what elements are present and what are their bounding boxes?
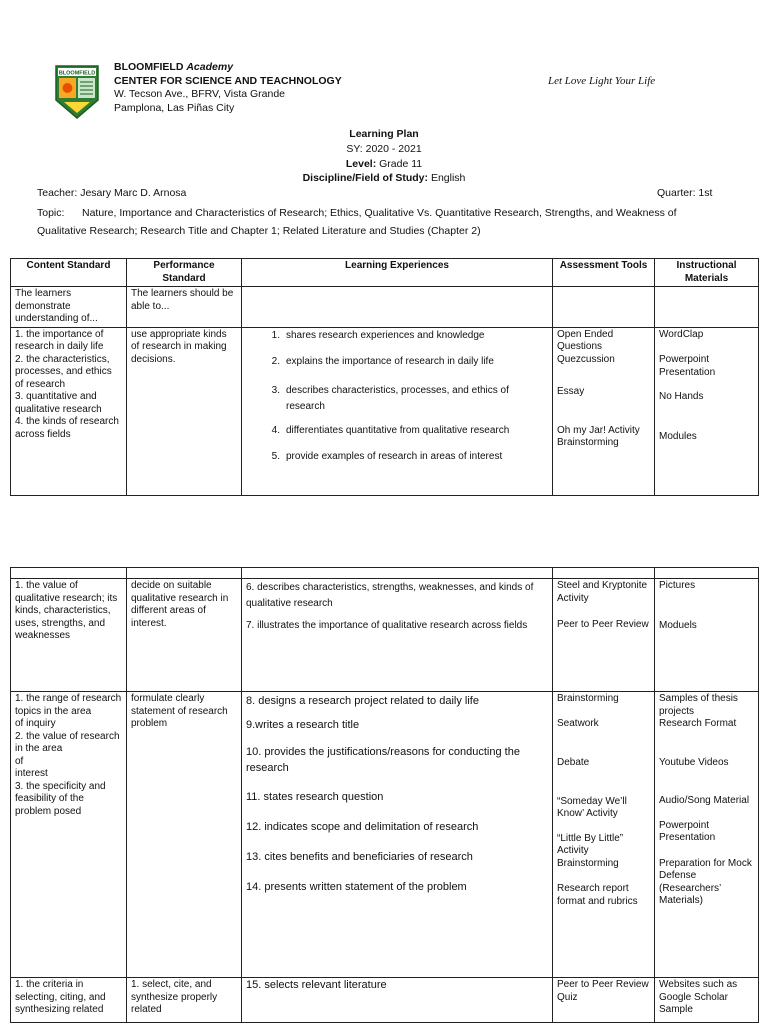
school-center: CENTER FOR SCIENCE AND TEACHNOLOGY bbox=[114, 74, 342, 87]
instructional-materials-cell: Samples of thesis projects Research Format Youtube Videos Audio/Song Material Powerpoint Presentation Preparation for Mock Defense (Researchers’ Materials) bbox=[655, 692, 759, 978]
performance-standard-cell: formulate clearly statement of research problem bbox=[127, 692, 242, 978]
list-item: 15. selects relevant literature bbox=[246, 979, 387, 991]
topic-line-2: Qualitative Research; Research Title and Chapter 1; Related Literature and Studies (Chapter 2) bbox=[37, 225, 481, 237]
discipline: Discipline/Field of Study: English bbox=[302, 172, 466, 184]
header-performance-standard: Performance Standard bbox=[127, 259, 242, 287]
assessment-tools-cell: Brainstorming Seatwork Debate “Someday We’ll Know’ Activity “Little By Little” Activity Brainstorming Research report format and rubrics bbox=[553, 692, 655, 978]
school-address-1: W. Tecson Ave., BFRV, Vista Grande bbox=[114, 88, 286, 100]
header-learning-experiences: Learning Experiences bbox=[242, 259, 553, 287]
list-item: 1. shares research experiences and knowledge bbox=[271, 329, 485, 341]
assessment-tools-cell: Open Ended Questions Quezcussion Essay Oh my Jar! Activity Brainstorming bbox=[553, 327, 655, 495]
assessment-tools-cell: Peer to Peer Review Quiz bbox=[553, 978, 655, 1023]
header-instructional-materials: Instructional Materials bbox=[655, 259, 759, 287]
header-content-standard: Content Standard bbox=[11, 259, 127, 287]
quarter: Quarter: 1st bbox=[657, 187, 713, 199]
teacher-name: Teacher: Jesary Marc D. Arnosa bbox=[37, 187, 187, 199]
learning-experiences-cell bbox=[242, 579, 553, 692]
performance-standard-cell: 1. select, cite, and synthesize properly related bbox=[127, 978, 242, 1023]
header-assessment-tools: Assessment Tools bbox=[553, 259, 655, 287]
list-item: 2. explains the importance of research in daily life bbox=[271, 356, 494, 367]
instructional-materials-cell: Pictures Moduels bbox=[655, 579, 759, 692]
list-item: 6. describes characteristics, strengths, weaknesses, and kinds of qualitative research bbox=[246, 582, 534, 609]
intro-content: The learners demonstrate understanding of... bbox=[11, 287, 127, 328]
school-motto: Let Love Light Your Life bbox=[548, 75, 656, 87]
instructional-materials-cell: Websites such as Google Scholar Sample bbox=[655, 978, 759, 1023]
table-header-row bbox=[11, 259, 759, 287]
topic-label: Topic: bbox=[37, 207, 65, 219]
learning-experiences-cell bbox=[242, 978, 553, 1023]
learning-plan-table-2 bbox=[10, 567, 759, 1023]
school-info bbox=[114, 61, 342, 115]
school-name-italic: Academy bbox=[186, 61, 234, 73]
school-logo bbox=[54, 64, 100, 120]
content-standard-cell: 1. the value of qualitative research; its kinds, characteristics, uses, strengths, and weaknesses bbox=[11, 579, 127, 692]
list-item: 3. describes characteristics, processes, and ethics of research bbox=[271, 384, 509, 412]
list-item: 4. differentiates quantitative from qualitative research bbox=[271, 424, 510, 436]
performance-standard-cell: decide on suitable qualitative research in different areas of interest. bbox=[127, 579, 242, 692]
instructional-materials-cell: WordClap Powerpoint Presentation No Hands Modules bbox=[655, 327, 759, 495]
table-row bbox=[11, 579, 759, 692]
learning-experiences-cell bbox=[242, 692, 553, 978]
doc-title: Learning Plan bbox=[349, 128, 419, 140]
list-item: 11. states research question bbox=[246, 791, 384, 803]
table-row bbox=[11, 287, 759, 328]
table-row bbox=[11, 978, 759, 1023]
list-item: 8. designs a research project related to daily life bbox=[246, 695, 479, 707]
content-standard-cell: 1. the range of research topics in the area of inquiry 2. the value of research in the area of interest 3. the specificity and feasibility of the problem posed bbox=[11, 692, 127, 978]
grade-level: Level: Grade 11 bbox=[345, 158, 423, 170]
intro-performance: The learners should be able to... bbox=[127, 287, 242, 328]
school-name: BLOOMFIELD bbox=[114, 61, 184, 73]
content-standard-cell: 1. the criteria in selecting, citing, and synthesizing related bbox=[11, 978, 127, 1023]
school-year: SY: 2020 - 2021 bbox=[346, 143, 422, 155]
learning-experiences-cell bbox=[242, 327, 553, 495]
assessment-tools-cell: Steel and Kryptonite Activity Peer to Peer Review bbox=[553, 579, 655, 692]
list-item: 9.writes a research title bbox=[246, 719, 360, 731]
school-address-2: Pamplona, Las Piñas City bbox=[114, 101, 235, 114]
performance-standard-cell: use appropriate kinds of research in making decisions. bbox=[127, 327, 242, 495]
logo-text: BLOOMFIELD bbox=[58, 70, 96, 77]
list-item: 12. indicates scope and delimitation of research bbox=[246, 821, 479, 833]
topic-line-1: Nature, Importance and Characteristics of Research; Ethics, Qualitative Vs. Quantitative Research, Strengths, and Weakness of bbox=[82, 207, 677, 219]
list-item: 5. provide examples of research in areas of interest bbox=[271, 451, 503, 462]
learning-plan-table-1 bbox=[10, 258, 759, 496]
content-standard-cell: 1. the importance of research in daily life 2. the characteristics, processes, and ethics of research 3. quantitative and qualitative research 4. the kinds of research across fields bbox=[11, 327, 127, 495]
table-row bbox=[11, 327, 759, 495]
table-row bbox=[11, 568, 759, 579]
list-item: 13. cites benefits and beneficiaries of research bbox=[246, 851, 473, 863]
list-item: 7. illustrates the importance of qualitative research across fields bbox=[246, 620, 528, 631]
list-item: 10. provides the justifications/reasons for conducting the research bbox=[246, 746, 520, 774]
list-item: 14. presents written statement of the problem bbox=[246, 881, 467, 893]
table-row bbox=[11, 692, 759, 978]
